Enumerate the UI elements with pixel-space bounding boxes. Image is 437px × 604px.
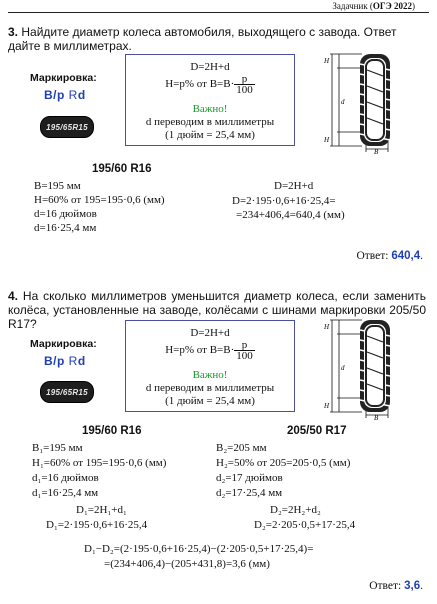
code-r: R — [68, 354, 78, 368]
calc-line: d₂=17·25,4 мм — [216, 487, 283, 499]
task3-answer — [356, 250, 423, 262]
task3-tyre-icon — [40, 116, 94, 138]
task3-right-calc — [232, 180, 382, 221]
task3-marking-code — [44, 88, 86, 102]
code-d: d — [77, 88, 86, 102]
frac-den: 100 — [236, 350, 253, 362]
code-d: d — [77, 354, 86, 368]
calc-line: B=195 мм — [34, 180, 81, 192]
task3-tyre-text: 195/65R15 — [46, 122, 88, 132]
task4-right-formula1: D₂=2H₂+d₂ — [270, 504, 321, 516]
calc-line: d₁=16 дюймов — [32, 472, 99, 484]
calc-line: d=16 дюймов — [34, 208, 97, 220]
wheel-label-h-bottom: H — [324, 136, 330, 144]
answer-label: Ответ: — [356, 250, 392, 262]
task4-right-formula2: D₂=2·205·0,5+17·25,4 — [254, 519, 356, 531]
box-important: Важно! — [192, 369, 228, 381]
box-fraction — [234, 74, 255, 95]
box-formula-h — [126, 74, 294, 95]
code-r: R — [68, 88, 78, 102]
answer-dot: . — [420, 580, 423, 592]
header-suffix: ) — [412, 1, 415, 11]
header-bold: ОГЭ 2022 — [372, 1, 412, 11]
frac-num: p — [234, 340, 255, 351]
task4-tyre-icon — [40, 381, 94, 403]
task3-wheel-diagram — [322, 50, 418, 154]
box-note1: d переводим в миллиметры — [145, 116, 275, 128]
task3-size-title: 195/60 R16 — [92, 163, 152, 175]
calc-line: D=2·195·0,6+16·25,4= — [232, 195, 336, 207]
header-prefix: Задачник ( — [332, 1, 373, 11]
task3-text: Найдите диаметр колеса автомобиля, выходящего с завода. Ответ дайте в миллиметрах. — [8, 25, 397, 53]
task4-right-calc — [216, 441, 350, 501]
box-note1: d переводим в миллиметры — [145, 382, 275, 394]
calc-line: H=60% от 195=195·0,6 (мм) — [34, 194, 165, 206]
task4-diff-line1: D₁−D₂=(2·195·0,6+16·25,4)−(2·205·0,5+17·25,4)= — [84, 543, 314, 555]
code-sep: /p — [53, 88, 69, 102]
box-formula-h-left: H=p% от B=B· — [165, 78, 235, 91]
box-note2: (1 дюйм = 25,4 мм) — [165, 129, 255, 141]
task3-left-calc — [34, 180, 165, 234]
calc-line: d₁=16·25,4 мм — [32, 487, 99, 499]
calc-line: H₂=50% от 205=205·0,5 (мм) — [216, 457, 351, 469]
task3-marking-label: Маркировка: — [30, 72, 97, 84]
box-fraction — [234, 340, 255, 361]
frac-num: p — [234, 74, 255, 85]
task3-formula-box — [125, 54, 295, 146]
calc-line: B₂=205 мм — [216, 442, 267, 454]
wheel-label-h-top: H — [324, 323, 330, 331]
box-formula-d: D=2H+d — [190, 327, 230, 339]
calc-line: =234+406,4=640,4 (мм) — [236, 209, 345, 221]
answer-label: Ответ: — [369, 580, 405, 592]
task4-number: 4. — [8, 289, 19, 303]
answer-value: 3,6 — [404, 580, 421, 592]
task4-left-title: 195/60 R16 — [82, 425, 142, 437]
task4-left-formula1: D₁=2H₁+d₁ — [76, 504, 127, 516]
frac-den: 100 — [236, 84, 253, 96]
task4-left-calc — [32, 441, 166, 501]
task4-right-title: 205/50 R17 — [287, 425, 347, 437]
code-b: B — [44, 354, 54, 368]
wheel-label-b: B — [374, 148, 379, 154]
wheel-label-b: B — [374, 414, 379, 420]
task4-tyre-text: 195/65R15 — [46, 387, 88, 397]
task4-diff-line2: =(234+406,4)−(205+431,8)=3,6 (мм) — [104, 558, 270, 570]
calc-line: d₂=17 дюймов — [216, 472, 283, 484]
box-formula-h — [126, 340, 294, 361]
code-b: B — [44, 88, 54, 102]
code-sep: /p — [53, 354, 69, 368]
page-header — [332, 1, 415, 11]
answer-value: 640,4 — [391, 250, 421, 262]
wheel-label-h-top: H — [324, 57, 330, 65]
calc-line: H₁=60% от 195=195·0,6 (мм) — [32, 457, 167, 469]
task4-marking-label: Маркировка: — [30, 338, 97, 350]
box-formula-h-left: H=p% от B=B· — [165, 344, 235, 357]
wheel-label-d: d — [341, 98, 345, 106]
calc-line: D=2H+d — [274, 180, 314, 192]
task4-wheel-diagram — [322, 316, 418, 420]
box-note2: (1 дюйм = 25,4 мм) — [165, 395, 255, 407]
answer-dot: . — [420, 250, 423, 262]
task4-marking-code — [44, 354, 86, 368]
header-divider — [8, 12, 429, 13]
task4-formula-box — [125, 320, 295, 412]
task3-statement — [8, 25, 426, 53]
task3-number: 3. — [8, 25, 19, 39]
calc-line: d=16·25,4 мм — [34, 222, 97, 234]
box-important: Важно! — [192, 103, 228, 115]
box-formula-d: D=2H+d — [190, 61, 230, 73]
calc-line: B₁=195 мм — [32, 442, 83, 454]
task4-answer — [369, 580, 423, 592]
wheel-label-h-bottom: H — [324, 402, 330, 410]
task4-left-formula2: D₁=2·195·0,6+16·25,4 — [46, 519, 148, 531]
task4-text: На сколько миллиметров уменьшится диаметр колеса, если заменить колёса, установленные на заводе, колёсами с шинами маркировки 205/50 R17? — [8, 289, 427, 331]
wheel-label-d: d — [341, 364, 345, 372]
